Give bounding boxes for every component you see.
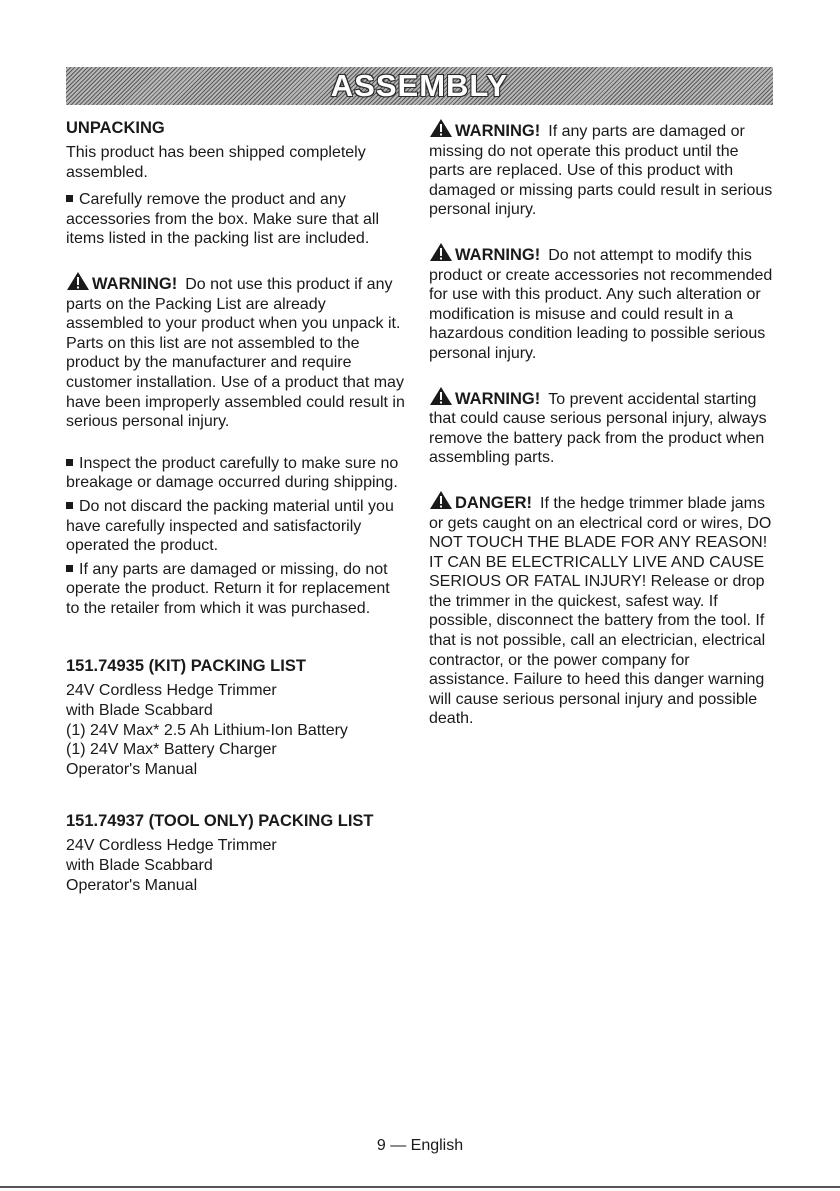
tool-packing-list-heading: 151.74937 (TOOL ONLY) PACKING LIST <box>66 812 374 831</box>
square-bullet-icon <box>66 195 73 202</box>
danger-text: If the hedge trimmer blade jams or gets caught on an electrical cord or wires, DO NOT TOUCH THE BLADE FOR ANY REASON! IT CAN BE ELECTRICALLY LIVE AND CAUSE SERIOUS OR FATAL INJURY! Release or drop the trimmer in the quickest, safest way. If possible, disconnect the battery from the tool. If that is not possible, call an electrician, electrical contractor, or the power company for assistance. Failure to heed this danger warning will cause serious personal injury and possible death. <box>429 494 772 728</box>
kit-packing-list-heading: 151.74935 (KIT) PACKING LIST <box>66 657 306 676</box>
warning-text: If any parts are damaged or missing do not operate this product until the parts are replaced. Use of this product with damaged or missing parts could result in serious personal injury. <box>429 123 773 219</box>
left-column <box>66 118 406 895</box>
bullet-inspect <box>66 454 406 493</box>
page-footer: 9 — English <box>376 1137 464 1154</box>
bullet-discard-text: Do not discard the packing material until you have carefully inspected and satisfactorily operated the product. <box>66 497 394 555</box>
list-item: 24V Cordless Hedge Trimmer <box>66 682 277 700</box>
bullet-discard <box>66 497 406 556</box>
warning-text: To prevent accidental starting that could cause serious personal injury, always remove the battery pack from the product when assembling parts. <box>429 390 767 467</box>
tool-packing-list <box>66 836 406 895</box>
warning-triangle-icon <box>66 271 90 291</box>
warning-text: Do not use this product if any parts on the Packing List are already assembled to your product when you unpack it. Parts on this list are not assembled to the product by the manufacturer and require customer installation. Use of a product that may have been improperly assembled could result in serious personal injury. <box>66 275 405 431</box>
warning-label: WARNING! <box>455 122 541 140</box>
right-column <box>429 118 774 729</box>
warning-triangle-icon <box>429 386 453 406</box>
danger-blade-jam <box>429 490 774 729</box>
list-item: Operator's Manual <box>66 876 198 894</box>
warning-label: WARNING! <box>455 245 541 264</box>
section-banner <box>66 67 773 105</box>
bottom-divider <box>0 1186 840 1188</box>
square-bullet-icon <box>66 565 73 572</box>
warning-triangle-icon <box>429 490 453 510</box>
unpacking-heading: UNPACKING <box>66 119 165 137</box>
bullet-inspect-text: Inspect the product carefully to make sure no breakage or damage occurred during shipping. <box>66 454 399 492</box>
list-item: Operator's Manual <box>66 760 198 778</box>
bullet-damaged <box>66 560 406 619</box>
bullet-damaged-text: If any parts are damaged or missing, do not operate the product. Return it for replacement to the retailer from which it was purchased. <box>66 560 390 617</box>
bullet-remove <box>66 190 406 249</box>
unpacking-intro: This product has been shipped completely assembled. <box>66 144 366 181</box>
section-title: ASSEMBLY <box>330 68 509 103</box>
warning-damaged-parts <box>429 118 774 220</box>
danger-label: DANGER! <box>455 493 532 512</box>
list-item: with Blade Scabbard <box>66 857 213 875</box>
warning-accidental-start <box>429 386 774 468</box>
warning-unassembled <box>66 271 406 432</box>
list-item: 24V Cordless Hedge Trimmer <box>66 837 277 855</box>
square-bullet-icon <box>66 502 73 509</box>
square-bullet-icon <box>66 459 73 466</box>
warning-text: Do not attempt to modify this product or create accessories not recommended for use with this product. Any such alteration or modification is misuse and could result in a hazardous condition leading to possible serious personal injury. <box>429 246 773 362</box>
warning-label: WARNING! <box>92 274 178 293</box>
list-item: with Blade Scabbard <box>66 702 213 720</box>
list-item: (1) 24V Max* 2.5 Ah Lithium-Ion Battery <box>66 721 348 739</box>
list-item: (1) 24V Max* Battery Charger <box>66 741 277 759</box>
warning-label: WARNING! <box>455 389 541 408</box>
warning-triangle-icon <box>429 118 453 138</box>
warning-triangle-icon <box>429 242 453 262</box>
bullet-remove-text: Carefully remove the product and any accessories from the box. Make sure that all items listed in the packing list are included. <box>66 191 380 248</box>
kit-packing-list <box>66 681 406 779</box>
warning-modify <box>429 242 774 364</box>
